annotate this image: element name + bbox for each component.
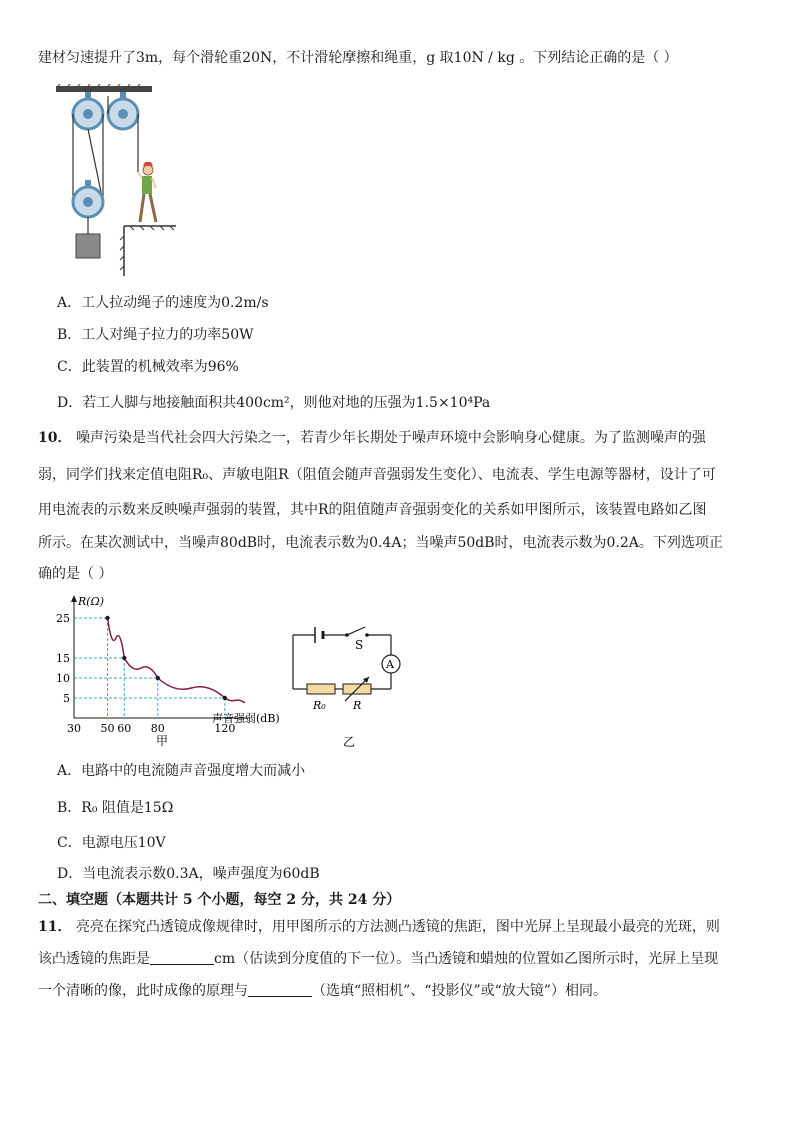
r0-resistor (307, 684, 335, 694)
section-2-heading: 二、填空题（本题共计 5 个小题，每空 2 分，共 24 分） (38, 892, 401, 908)
x-tick-label-60: 60 (117, 722, 132, 735)
resistance-curve (108, 618, 245, 703)
q11-text-3a: 一个清晰的像，此时成像的原理与 (38, 983, 248, 999)
data-point-0 (105, 616, 109, 620)
q9-option-d: D．若工人脚与地接触面积共400cm²，则他对地的压强为1.5×10⁴Pa (57, 395, 491, 411)
q11-number: 11． (38, 919, 72, 935)
x-tick-label-120: 120 (214, 722, 236, 735)
y-tick-label-10: 10 (56, 672, 70, 685)
chart-caption: 甲 (156, 734, 169, 748)
q10-option-c: C．电源电压10V (57, 835, 166, 851)
x-tick-label-30: 30 (67, 722, 81, 735)
q10-line-1 (38, 428, 706, 448)
q11-text-2a: 该凸透镜的焦距是 (38, 951, 150, 967)
circuit-diagram (285, 615, 415, 750)
q10-stem-line-2: 弱，同学们找来定值电阻R₀、声敏电阻R（阻值会随声音强弱发生变化）、电流表、学生电源等器材，设计了可 (38, 467, 716, 483)
q11-text-2b: cm（估读到分度值的下一位）。当凸透镜和蜡烛的位置如乙图所示时，光屏上呈现 (214, 951, 719, 967)
q10-stem-line-4: 所示。在某次测试中，当噪声80dB时，电流表示数为0.4A；当噪声50dB时，电流表示数为0.2A。下列选项正 (38, 535, 723, 551)
ammeter-label: A (386, 658, 394, 671)
switch-label: S (355, 638, 364, 652)
x-axis-label: 声音强弱(dB) (212, 712, 280, 725)
q11-text-1: 亮亮在探究凸透镜成像规律时，用甲图所示的方法测凸透镜的焦距，图中光屏上呈现最小最亮的光斑，则 (75, 919, 720, 935)
q10-number: 10． (38, 430, 72, 446)
circuit-caption: 乙 (343, 735, 356, 749)
q10-option-d: D．当电流表示数0.3A，噪声强度为60dB (57, 866, 320, 882)
q9-option-c: C．此装置的机械效率为96% (57, 359, 239, 375)
y-tick-label-5: 5 (63, 692, 70, 705)
q10-stem-line-3: 用电流表的示数来反映噪声强弱的装置，其中R的阻值随声音强弱变化的关系如甲图所示，该装置电路如乙图 (38, 502, 707, 518)
q11-line-1 (38, 917, 720, 937)
q9-option-a: A．工人拉动绳子的速度为0.2m/s (57, 295, 269, 311)
y-tick-label-25: 25 (56, 612, 70, 625)
q10-option-a: A．电路中的电流随声音强度增大而减小 (57, 763, 306, 779)
q11-blank-1[interactable] (150, 950, 214, 965)
x-tick-label-80: 80 (150, 722, 165, 735)
q11-blank-2[interactable] (248, 982, 312, 997)
q11-line-2 (38, 949, 718, 969)
y-tick-label-15: 15 (56, 652, 70, 665)
resistance-vs-sound-chart (52, 590, 292, 750)
q11-line-3 (38, 981, 607, 1001)
q10-option-b: B．R₀ 阻值是15Ω (57, 800, 174, 816)
q11-text-3b: （选填“照相机”、“投影仪”或“放大镜”）相同。 (312, 983, 607, 999)
x-tick-label-50: 50 (100, 722, 115, 735)
y-axis-arrow (71, 595, 77, 602)
q10-stem-line-5: 确的是（ ） (38, 566, 113, 582)
r0-label: R₀ (313, 699, 326, 712)
r-label: R (353, 699, 362, 712)
data-point-1 (122, 656, 126, 660)
q10-stem-line-1: 噪声污染是当代社会四大污染之一，若青少年长期处于噪声环境中会影响身心健康。为了监测噪声的强 (75, 430, 706, 446)
q9-option-b: B．工人对绳子拉力的功率50W (57, 327, 254, 343)
pulley-figure (52, 84, 182, 280)
q9-stem: 建材匀速提升了3m，每个滑轮重20N，不计滑轮摩擦和绳重，g 取10N / kg 。下列结论正确的是（ ） (38, 50, 678, 66)
data-point-3 (223, 696, 227, 700)
y-axis-label: R(Ω) (78, 595, 104, 608)
data-point-2 (156, 676, 160, 680)
